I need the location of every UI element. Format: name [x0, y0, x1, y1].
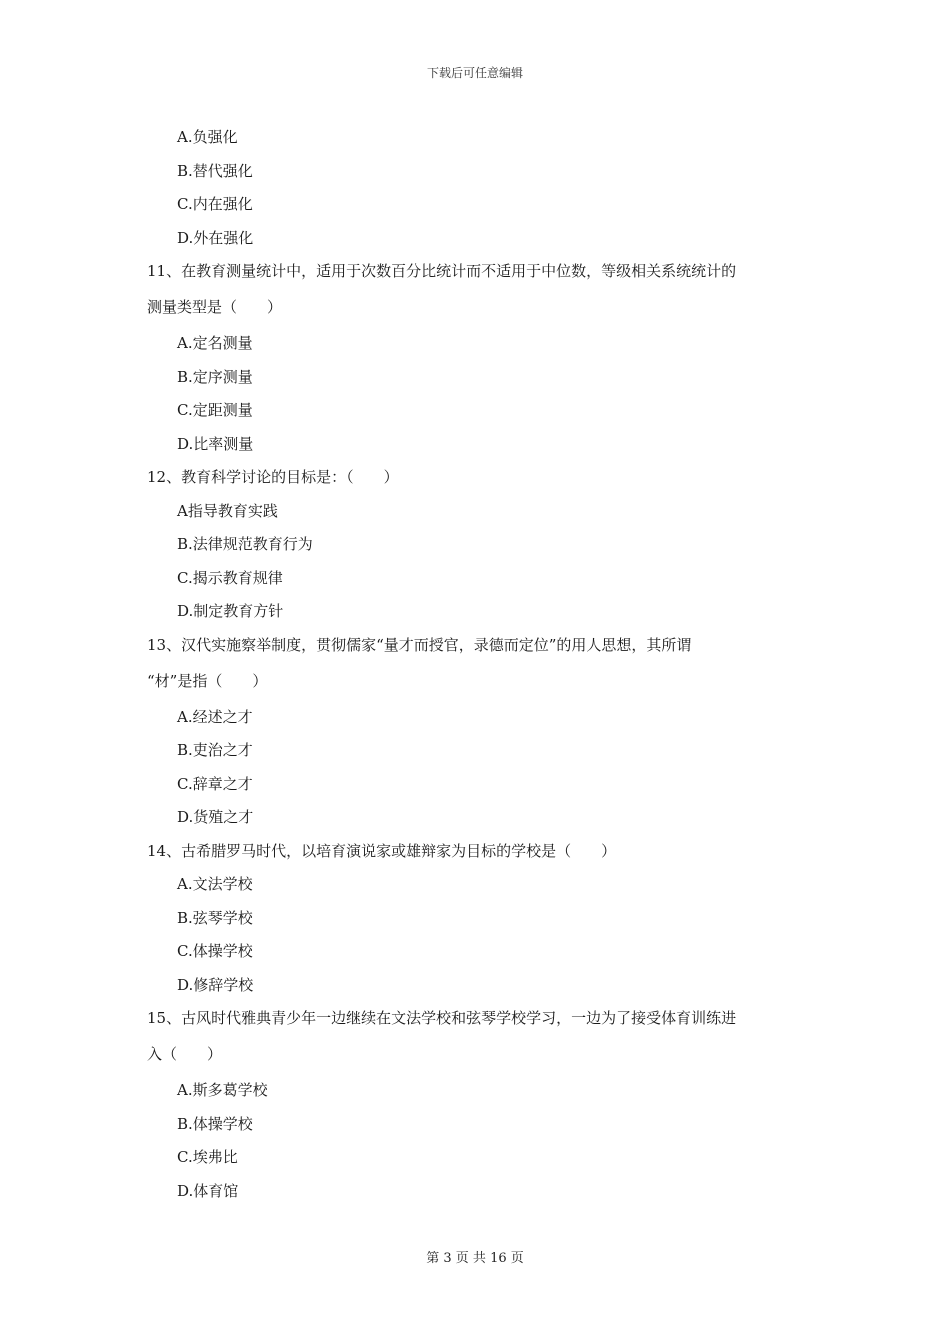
option-line: B.定序测量 — [177, 367, 253, 386]
total-pages-number: 16 — [490, 1251, 507, 1266]
header-note: 下载后可任意编辑 — [426, 66, 523, 80]
footer-middle: 页 共 — [455, 1251, 486, 1266]
option-line: D.体育馆 — [177, 1181, 239, 1200]
option-line: A.负强化 — [177, 128, 238, 146]
option-line: A.经述之才 — [177, 707, 253, 726]
question-text: 测量类型是（ ） — [147, 298, 283, 316]
question-text: 13、汉代实施察举制度，贯彻儒家“量才而授官，录德而定位”的用人思想，其所谓 — [147, 635, 692, 654]
option-line: A.文法学校 — [177, 875, 253, 893]
option-line: C.揭示教育规律 — [177, 568, 283, 587]
option-line: B.替代强化 — [177, 161, 253, 180]
question-text: 入（ ） — [147, 1045, 223, 1063]
document-body — [147, 122, 815, 1209]
question-15 — [147, 1003, 815, 1209]
current-page-number: 3 — [443, 1251, 452, 1266]
option-line: B.体操学校 — [177, 1114, 253, 1133]
footer-suffix: 页 — [510, 1251, 524, 1266]
option-line: D.比率测量 — [177, 434, 254, 453]
question-text: 12、教育科学讨论的目标是：（ ） — [147, 468, 399, 486]
option-line: B.吏治之才 — [177, 741, 253, 759]
option-line: C.定距测量 — [177, 401, 253, 419]
footer-prefix: 第 — [426, 1251, 440, 1266]
question-12 — [147, 462, 815, 630]
option-line: D.修辞学校 — [177, 975, 254, 994]
page-footer — [0, 1247, 950, 1266]
question-11 — [147, 256, 815, 462]
question-14 — [147, 836, 815, 1004]
question-text: “材”是指（ ） — [147, 671, 268, 690]
option-line: B.法律规范教育行为 — [177, 535, 313, 553]
option-line: A.斯多葛学校 — [177, 1081, 268, 1099]
option-line: A指导教育实践 — [177, 501, 278, 520]
question-text: 15、古风时代雅典青少年一边继续在文法学校和弦琴学校学习，一边为了接受体育训练进 — [147, 1009, 737, 1027]
option-line: C.辞章之才 — [177, 774, 253, 793]
option-line: D.制定教育方针 — [177, 602, 284, 620]
option-line: D.货殖之才 — [177, 808, 254, 826]
question-13 — [147, 630, 815, 836]
option-line: B.弦琴学校 — [177, 908, 253, 927]
option-line: A.定名测量 — [177, 334, 253, 352]
question-text: 11、在教育测量统计中，适用于次数百分比统计而不适用于中位数，等级相关系统统计的 — [147, 262, 737, 280]
page-header — [0, 64, 950, 81]
option-line: C.体操学校 — [177, 942, 253, 960]
question-text: 14、古希腊罗马时代，以培育演说家或雄辩家为目标的学校是（ ） — [147, 841, 617, 860]
option-line: C.内在强化 — [177, 195, 253, 213]
option-line: D.外在强化 — [177, 228, 254, 247]
option-line: C.埃弗比 — [177, 1148, 238, 1166]
